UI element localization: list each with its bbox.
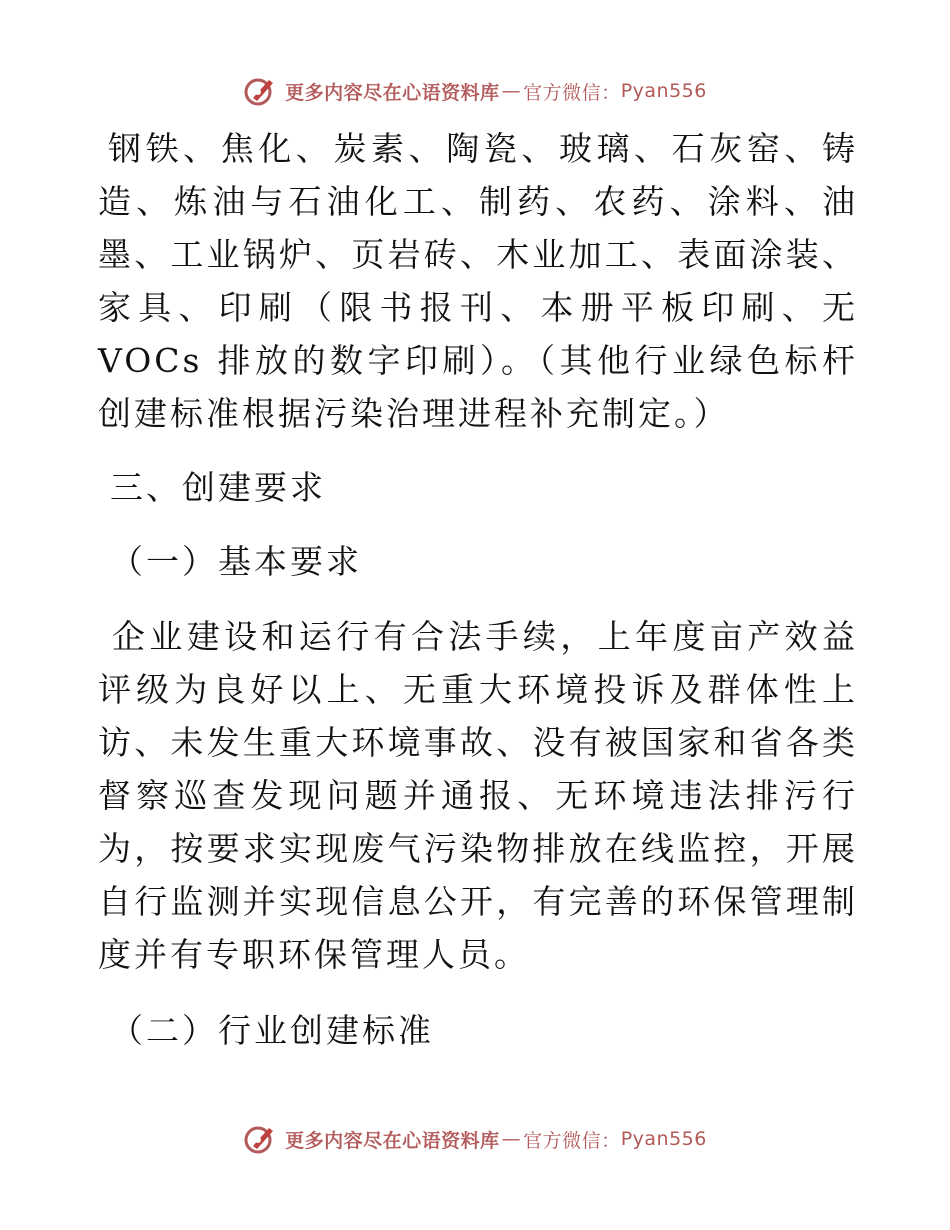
- industry-list-paragraph: 钢铁、焦化、炭素、陶瓷、玻璃、石灰窑、铸造、炼油与石油化工、制药、农药、涂料、油墨、工业锅炉、页岩砖、木业加工、表面涂装、家具、印刷（限书报刊、本册平板印刷、无 VOCs 排放的数字印刷）。（其他行业绿色标杆创建标准根据污染治理进程补充制定。）: [98, 129, 858, 433]
- watermark-brand: 更多内容尽在心语资料库: [285, 1129, 500, 1152]
- watermark-official-label: 官方微信：: [523, 81, 621, 104]
- watermark-wechat-id: Pyan556: [620, 1128, 707, 1150]
- subheading-basic-requirements: （一）基本要求: [110, 542, 362, 581]
- footer-watermark: [0, 1119, 950, 1159]
- pen-nib-circle-icon: [243, 74, 277, 108]
- watermark-brand: 更多内容尽在心语资料库: [285, 81, 500, 104]
- watermark-wechat-id: Pyan556: [620, 80, 707, 102]
- header-watermark: [0, 71, 950, 111]
- watermark-separator: —: [501, 80, 522, 102]
- basic-requirements-paragraph: 企业建设和运行有合法手续，上年度亩产效益评级为良好以上、无重大环境投诉及群体性上访、未发生重大环境事故、没有被国家和省各类督察巡查发现问题并通报、无环境违法排污行为，按要求实现废气污染物排放在线监控，开展自行监测并实现信息公开，有完善的环保管理制度并有专职环保管理人员。: [98, 617, 858, 974]
- watermark-official-label: 官方微信：: [523, 1129, 621, 1152]
- document-body: [98, 122, 858, 1057]
- pen-nib-circle-icon: [243, 1122, 277, 1156]
- watermark-separator: —: [501, 1128, 522, 1150]
- section-heading: 三、创建要求: [110, 468, 326, 507]
- subheading-industry-standards: （二）行业创建标准: [110, 1011, 434, 1050]
